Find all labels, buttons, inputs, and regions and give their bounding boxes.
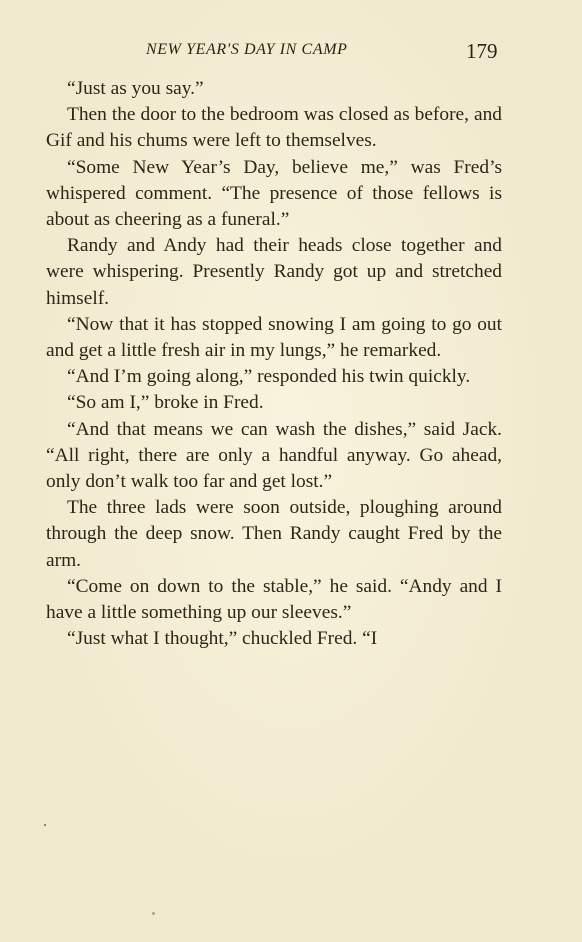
paragraph: “Just as you say.” <box>67 78 204 99</box>
paragraph: “Now that it has stopped snowing I am going to go out and get a little fresh air in my lungs,” he remarked. <box>46 313 502 362</box>
paper-speck <box>152 912 155 915</box>
body-text <box>46 76 502 652</box>
page-number: 179 <box>466 39 498 63</box>
paragraph: Then the door to the bedroom was closed as before, and Gif and his chums were left to themselves. <box>46 104 502 152</box>
paper-speck <box>44 824 46 826</box>
paragraph: “And I’m going along,” responded his twin quickly. <box>67 366 471 388</box>
paragraph: Randy and Andy had their heads close together and were whispering. Presently Randy got up and stretched himself. <box>46 235 502 309</box>
paragraph: “Just what I thought,” chuckled Fred. “I <box>67 628 378 650</box>
page-header <box>0 39 582 63</box>
paragraph: “Some New Year’s Day, believe me,” was Fred’s whispered comment. “The presence of those fellows is about as cheering as a funeral.” <box>46 156 502 231</box>
paragraph: “And that means we can wash the dishes,” said Jack. “All right, there are only a handful anyway. Go ahead, only don’t walk too far and get lost.” <box>46 418 502 493</box>
paragraph: “So am I,” broke in Fred. <box>67 392 264 414</box>
paragraph: The three lads were soon outside, ploughing around through the deep snow. Then Randy caught Fred by the arm. <box>46 497 502 571</box>
running-head: NEW YEAR'S DAY IN CAMP <box>146 41 348 58</box>
paragraph: “Come on down to the stable,” he said. “Andy and I have a little something up our sleeves.” <box>46 575 502 624</box>
